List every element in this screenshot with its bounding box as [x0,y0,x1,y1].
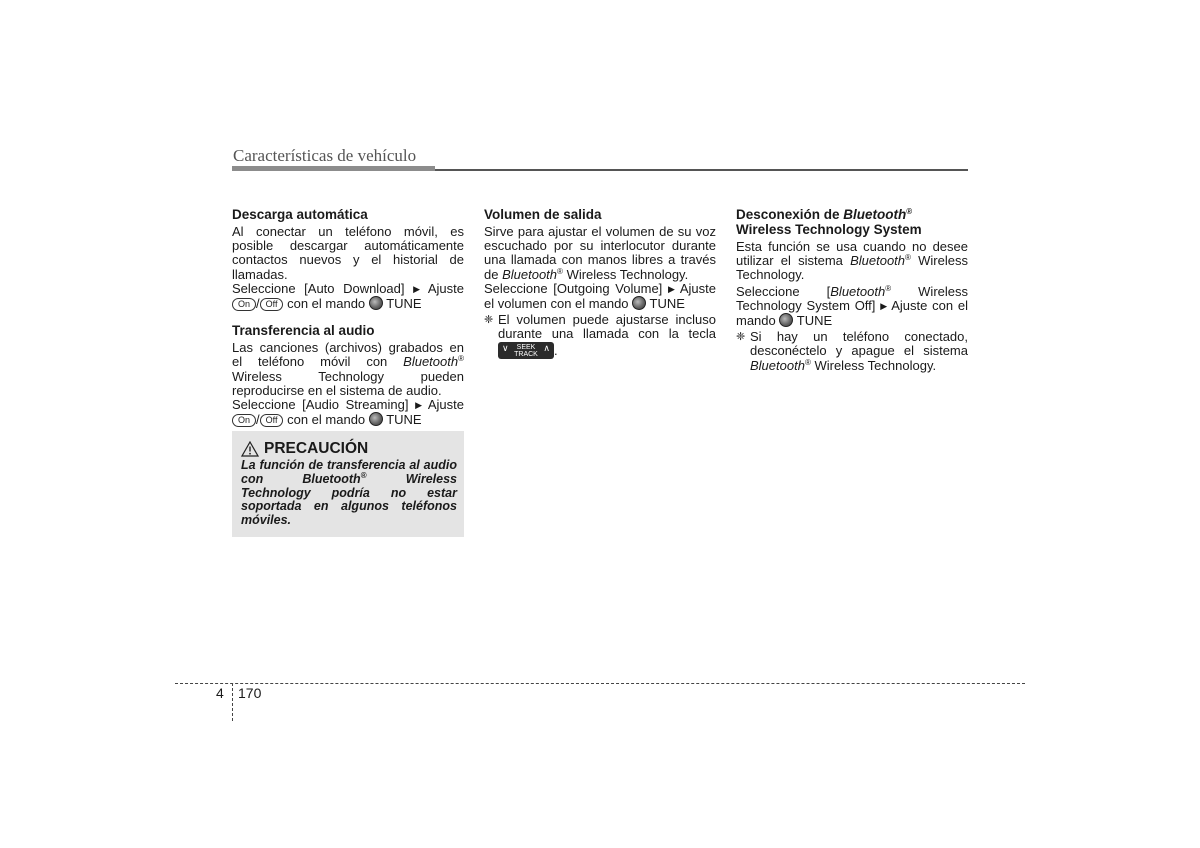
output-volume-ajuste: Ajuste [679,280,716,296]
chevron-down-icon: ∨ [502,342,509,353]
disconnect-select [736,285,968,329]
disconnect-text-b: Wireless Technology. [736,253,968,283]
on-button-icon: On [232,414,256,427]
tune-knob-icon [369,296,383,310]
disconnect-text-a: Esta función se usa cuando no desee utilizar el sistema [736,239,968,269]
output-volume-text-a: Sirve para ajustar el volumen de su voz escuchado por su interlocutor durante una llamada con manos libres a través de [484,224,716,282]
registered-mark: ® [458,354,464,364]
output-volume-text-b: Wireless Technology. [566,266,689,282]
column-left [232,207,464,427]
caution-box [232,431,464,537]
track-label: TRACK [514,350,538,358]
note-period: . [554,342,558,358]
registered-mark: ® [557,266,563,276]
chevron-up-icon: ∧ [543,342,550,353]
bluetooth-brand: Bluetooth [502,266,558,282]
seek-label: SEEK [516,343,536,351]
mando-text: con el mando [287,296,366,312]
note-mark-icon: ❈ [484,314,494,327]
option-separator: / [256,296,260,312]
off-button-icon: Off [260,298,284,311]
bluetooth-brand: Bluetooth [843,207,907,222]
registered-mark: ® [905,253,911,263]
bluetooth-brand: Bluetooth [750,357,805,373]
audio-transfer-text-a: Las canciones (archivos) grabados en el teléfono móvil con [232,340,464,370]
tune-label: TUNE [386,412,422,428]
audio-transfer-select-text: Seleccione [Audio Streaming] [232,397,409,413]
arrow-right-icon: ▶ [880,300,888,311]
warning-triangle-icon [241,441,259,457]
seek-track-button-icon [498,342,554,359]
arrow-right-icon: ▶ [667,283,675,294]
bluetooth-brand: Bluetooth [403,354,459,370]
tune-label: TUNE [649,296,685,312]
footer-rule [175,683,1025,684]
tune-label: TUNE [386,296,422,312]
output-volume-note-text: El volumen puede ajustarse incluso durante una llamada con la tecla [498,312,716,342]
section-title-audio-transfer: Transferencia al audio [232,323,375,339]
page-header-title: Características de vehículo [233,146,417,165]
caution-text [241,459,457,528]
column-right [736,207,968,373]
auto-download-options [232,296,464,311]
output-volume-note [484,313,716,358]
mando-text: con el mando [287,412,366,428]
section-title-bluetooth-disconnect [736,207,968,237]
tune-label: TUNE [796,313,833,329]
on-button-icon: On [232,298,256,311]
footer-divider [232,683,233,721]
tune-knob-icon [632,296,646,310]
auto-download-description [232,225,464,282]
output-volume-select [484,282,716,296]
bluetooth-brand: Bluetooth [850,253,906,269]
audio-transfer-ajuste: Ajuste [427,397,464,413]
audio-transfer-description [232,341,464,398]
disconnect-note [736,330,968,373]
registered-mark: ® [885,283,892,293]
caution-header [241,440,368,458]
auto-download-select [232,282,464,296]
disconnect-title-b: Wireless Technology System [736,222,922,237]
arrow-right-icon: ▶ [415,400,422,411]
header-rule-accent [232,166,435,171]
disconnect-ajuste: Ajuste con el mando [736,297,968,329]
audio-transfer-text-b: Wireless Technology pueden reproducirse en el sistema de audio. [232,368,464,398]
caution-text-a: La función de transferencia al audio con [241,458,457,486]
bluetooth-brand: Bluetooth [830,283,886,299]
tune-knob-icon [779,313,793,327]
output-volume-description [484,225,716,282]
registered-mark: ® [360,470,367,480]
disconnect-description [736,240,968,283]
audio-transfer-select [232,398,464,412]
disconnect-note-text-b: Wireless Technology. [814,357,937,373]
disconnect-select-pre: Seleccione [ [736,283,831,299]
audio-transfer-options [232,412,464,427]
option-separator: / [256,412,260,428]
disconnect-select-mid: Wireless Technology System Off] [736,283,968,313]
note-mark-icon: ❈ [736,331,746,344]
bluetooth-brand: Bluetooth [302,471,361,486]
section-title-output-volume: Volumen de salida [484,207,602,222]
disconnect-title-a: Desconexión de [736,207,840,222]
section-title-auto-download: Descarga automática [232,207,368,222]
output-volume-select-text: Seleccione [Outgoing Volume] [484,280,663,296]
arrow-right-icon: ▶ [413,283,420,294]
off-button-icon: Off [260,414,284,427]
caution-text-b: Wireless Technology podría no estar soportada en algunos teléfonos móviles. [241,471,457,528]
caution-title: PRECAUCIÓN [264,440,369,457]
tune-knob-icon [369,412,383,426]
column-middle [484,207,716,359]
page-number: 170 [238,685,262,701]
auto-download-select-text: Seleccione [Auto Download] [232,280,405,296]
chapter-number: 4 [216,685,224,701]
registered-mark: ® [906,207,913,216]
disconnect-note-text-a: Si hay un teléfono conectado, desconéctelo y apague el sistema [750,329,968,359]
registered-mark: ® [804,357,811,367]
output-volume-mando-text: el volumen con el mando [484,296,629,312]
auto-download-text: Al conectar un teléfono móvil, es posible descargar automáticamente contactos nuevos y el historial de llamadas. [232,224,464,282]
output-volume-line2 [484,296,716,311]
auto-download-ajuste: Ajuste [427,280,464,296]
header-rule [435,169,968,171]
